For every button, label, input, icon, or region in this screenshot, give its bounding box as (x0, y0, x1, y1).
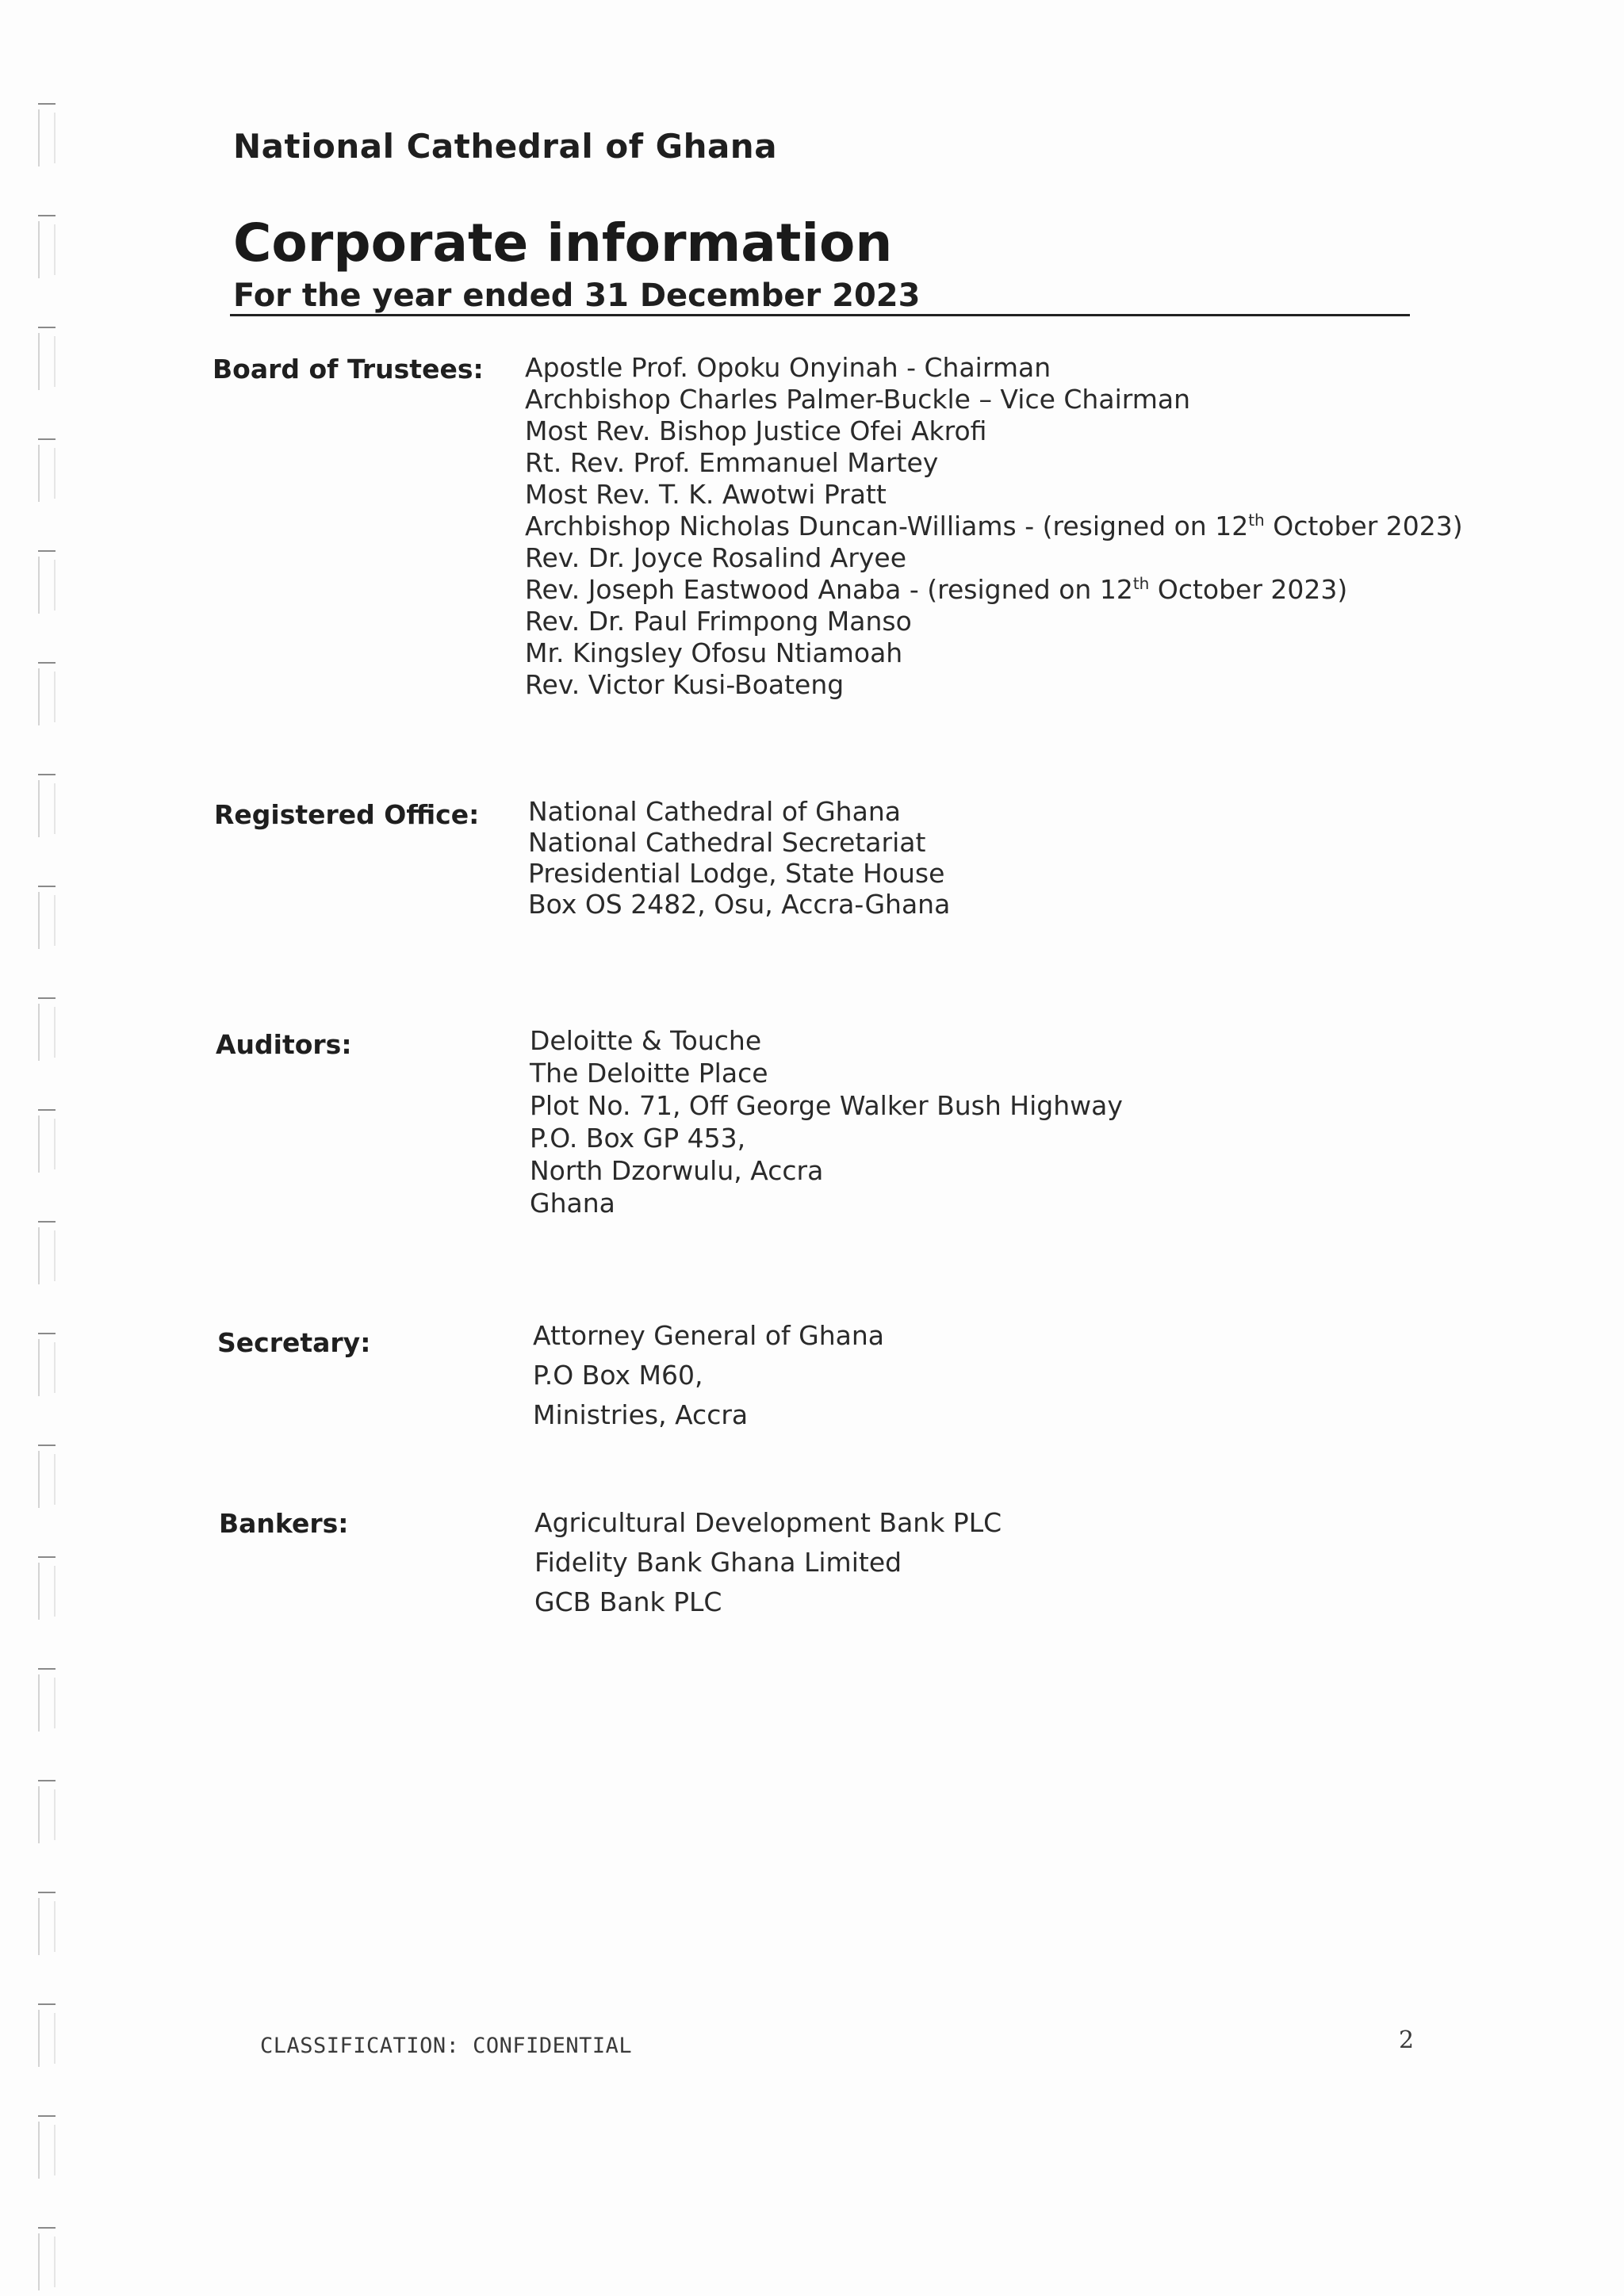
binding-mark (38, 2115, 57, 2179)
board-of-trustees-list (525, 352, 1463, 701)
board-line: Rt. Rev. Prof. Emmanuel Martey (525, 447, 939, 478)
title-underline (230, 314, 1410, 316)
classification-footer: CLASSIFICATION: CONFIDENTIAL (260, 2034, 633, 2058)
secretary-address (533, 1316, 884, 1435)
office-line: National Cathedral of Ghana (528, 796, 901, 827)
board-line: Most Rev. Bishop Justice Ofei Akrofi (525, 415, 987, 446)
board-line: Archbishop Charles Palmer-Buckle – Vice Chairman (525, 384, 1191, 415)
secretary-line: Ministries, Accra (533, 1399, 749, 1430)
page-number: 2 (1399, 2026, 1415, 2054)
board-of-trustees-label: Board of Trustees: (213, 354, 484, 385)
bankers-list (534, 1503, 1002, 1622)
binding-mark (38, 774, 57, 837)
board-line: Mr. Kingsley Ofosu Ntiamoah (525, 637, 903, 668)
board-line: Apostle Prof. Opoku Onyinah - Chairman (525, 352, 1051, 383)
board-line: Rev. Victor Kusi-Boateng (525, 669, 845, 700)
binding-mark (38, 1556, 57, 1620)
binding-mark (38, 550, 57, 614)
board-line-text: October 2023) (1264, 511, 1463, 541)
board-line: Rev. Dr. Joyce Rosalind Aryee (525, 542, 907, 573)
registered-office-label: Registered Office: (214, 799, 480, 830)
organization-name: National Cathedral of Ghana (233, 127, 778, 166)
binding-mark (38, 997, 57, 1061)
board-line-text: Archbishop Nicholas Duncan-Williams - (resigned on 12 (525, 511, 1249, 541)
binding-mark (38, 1668, 57, 1732)
bankers-line: GCB Bank PLC (534, 1586, 722, 1617)
bankers-line: Agricultural Development Bank PLC (534, 1507, 1002, 1538)
binding-mark (38, 1780, 57, 1843)
auditors-line: The Deloitte Place (530, 1058, 768, 1089)
binding-mark (38, 103, 57, 166)
secretary-line: P.O Box M60, (533, 1360, 703, 1391)
binding-mark (38, 662, 57, 725)
binding-mark (38, 215, 57, 278)
board-line: Rev. Dr. Paul Frimpong Manso (525, 606, 912, 637)
binding-mark (38, 1333, 57, 1396)
auditors-line: Plot No. 71, Off George Walker Bush Highway (530, 1090, 1123, 1121)
auditors-line: Deloitte & Touche (530, 1025, 762, 1056)
board-line-text: Rev. Joseph Eastwood Anaba - (resigned on 12 (525, 574, 1133, 605)
auditors-line: Ghana (530, 1188, 615, 1219)
secretary-label: Secretary: (217, 1327, 371, 1358)
bankers-label: Bankers: (219, 1508, 349, 1539)
bankers-line: Fidelity Bank Ghana Limited (534, 1547, 902, 1578)
auditors-line: North Dzorwulu, Accra (530, 1155, 824, 1186)
binding-mark (38, 2227, 57, 2290)
board-line (525, 574, 1463, 606)
binding-mark (38, 1221, 57, 1284)
binding-mark (38, 1445, 57, 1508)
registered-office-address (528, 796, 950, 920)
auditors-line: P.O. Box GP 453, (530, 1123, 746, 1154)
board-line-text: October 2023) (1149, 574, 1348, 605)
auditors-address (530, 1024, 1123, 1219)
auditors-label: Auditors: (216, 1029, 352, 1060)
board-line (525, 511, 1463, 542)
board-line-ordinal: th (1248, 511, 1265, 530)
secretary-line: Attorney General of Ghana (533, 1320, 884, 1351)
binding-mark (38, 438, 57, 502)
office-line: National Cathedral Secretariat (528, 827, 926, 858)
page-title: Corporate information (233, 212, 893, 274)
page-subtitle: For the year ended 31 December 2023 (233, 277, 921, 314)
binding-mark (38, 1892, 57, 1955)
office-line: Presidential Lodge, State House (528, 858, 945, 889)
binding-mark (38, 886, 57, 949)
binding-mark (38, 1109, 57, 1173)
office-line: Box OS 2482, Osu, Accra-Ghana (528, 889, 951, 920)
binding-mark (38, 327, 57, 390)
binding-mark (38, 2003, 57, 2067)
board-line-ordinal: th (1132, 574, 1150, 593)
board-line: Most Rev. T. K. Awotwi Pratt (525, 479, 887, 510)
binding-marks (32, 0, 63, 2296)
